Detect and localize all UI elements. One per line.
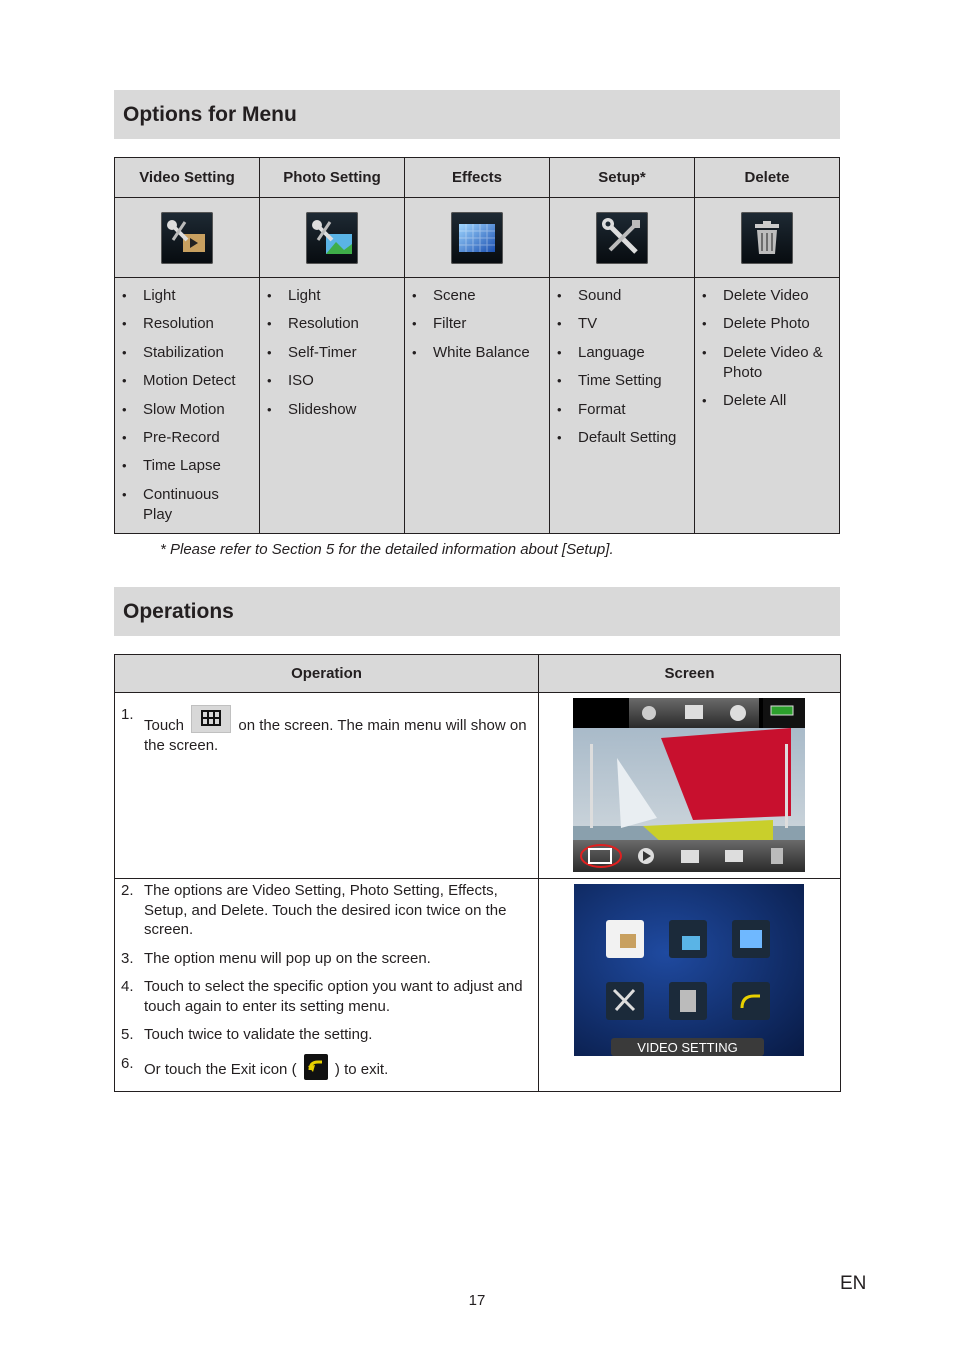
step-text: The options are Video Setting, Photo Setting, Effects, Setup, and Delete. Touch the desired icon twice on the screen. — [144, 882, 507, 938]
list-cell-delete — [695, 278, 840, 534]
operations-section-header — [114, 587, 840, 636]
list-item: • Format — [550, 400, 694, 420]
menu-screen-label: VIDEO SETTING — [637, 1040, 738, 1055]
video-setting-icon — [161, 212, 213, 264]
list-item: • Self-Timer — [260, 343, 404, 363]
photo-setting-list — [260, 286, 404, 420]
list-item: • Slideshow — [260, 400, 404, 420]
list-item: • ISO — [260, 371, 404, 391]
list-item: • Language — [550, 343, 694, 363]
col-header-screen: Screen — [539, 655, 841, 693]
step-text-before: Or touch the Exit icon ( — [144, 1060, 297, 1078]
list-item: • Resolution — [115, 314, 259, 334]
icon-cell-photo — [260, 198, 405, 278]
step-text: Touch twice to validate the setting. — [144, 1026, 373, 1043]
icon-cell-video — [115, 198, 260, 278]
col-header-setup: Setup* — [550, 158, 695, 198]
trash-icon — [741, 212, 793, 264]
exit-icon — [304, 1054, 328, 1080]
step-item — [115, 949, 532, 969]
col-header-delete: Delete — [695, 158, 840, 198]
list-item: • Default Setting — [550, 428, 694, 448]
operations-row-2 — [115, 879, 841, 1092]
delete-list — [695, 286, 839, 411]
step-number: 2. — [121, 882, 134, 899]
options-table — [114, 157, 840, 534]
step-number: 5. — [121, 1026, 134, 1043]
list-item: • Resolution — [260, 314, 404, 334]
menu-grid-icon — [191, 705, 231, 733]
icon-cell-setup — [550, 198, 695, 278]
step-text-after: ) to exit. — [334, 1060, 389, 1078]
step-number: 4. — [121, 978, 134, 995]
steps-list-2 — [115, 879, 538, 1080]
list-item: • Stabilization — [115, 343, 259, 363]
operations-section-title: Operations — [123, 599, 234, 623]
step-number: 3. — [121, 949, 134, 967]
setup-footnote: * Please refer to Section 5 for the detailed information about [Setup]. — [160, 541, 614, 558]
list-item: • Delete All — [695, 391, 839, 411]
step-item — [115, 1025, 532, 1045]
list-item: • Slow Motion — [115, 400, 259, 420]
main-menu-screenshot — [574, 884, 804, 1056]
icon-cell-effects — [405, 198, 550, 278]
effects-icon — [451, 212, 503, 264]
screen-cell-2 — [539, 879, 841, 1092]
camera-live-view-screenshot — [573, 698, 805, 872]
setup-list — [550, 286, 694, 448]
list-item: • Delete Video & Photo — [695, 343, 839, 383]
list-cell-effects — [405, 278, 550, 534]
setup-icon — [596, 212, 648, 264]
list-item: • Pre-Record — [115, 428, 259, 448]
steps-list-1 — [115, 693, 538, 755]
step-item — [115, 705, 532, 755]
step-number: 6. — [121, 1054, 134, 1072]
list-item: • Time Lapse — [115, 456, 259, 476]
step-text-after: on the screen. The main menu will show on the screen. — [144, 717, 527, 754]
step-item — [115, 977, 532, 1016]
options-section-title: Options for Menu — [123, 102, 297, 126]
list-item: • Delete Photo — [695, 314, 839, 334]
step-item — [115, 1054, 532, 1080]
photo-setting-icon — [306, 212, 358, 264]
list-cell-setup — [550, 278, 695, 534]
page-number: 17 — [468, 1292, 486, 1309]
step-text: The option menu will pop up on the screen. — [144, 949, 431, 967]
options-header-row — [115, 158, 840, 198]
list-item: • Filter — [405, 314, 549, 334]
list-item: • TV — [550, 314, 694, 334]
operation-cell-1 — [115, 693, 539, 879]
col-header-photo-setting: Photo Setting — [260, 158, 405, 198]
icon-cell-delete — [695, 198, 840, 278]
operations-table — [114, 654, 841, 1092]
list-item: • Time Setting — [550, 371, 694, 391]
options-section-header — [114, 90, 840, 139]
effects-list — [405, 286, 549, 363]
step-text: Touch to select the specific option you want to adjust and touch again to enter its setting menu. — [144, 978, 523, 1015]
operations-header-row — [115, 655, 841, 693]
step-number: 1. — [121, 706, 134, 723]
options-list-row — [115, 278, 840, 534]
language-code: EN — [840, 1273, 867, 1294]
screen-cell-1 — [539, 693, 841, 879]
list-item: • Light — [115, 286, 259, 306]
step-item — [115, 881, 532, 940]
video-setting-list — [115, 286, 259, 525]
list-item: • Scene — [405, 286, 549, 306]
list-item: • Sound — [550, 286, 694, 306]
list-item: • Continuous Play — [115, 485, 259, 525]
list-cell-video — [115, 278, 260, 534]
operations-row-1 — [115, 693, 841, 879]
list-cell-photo — [260, 278, 405, 534]
operation-cell-2 — [115, 879, 539, 1092]
col-header-operation: Operation — [115, 655, 539, 693]
list-item: • White Balance — [405, 343, 549, 363]
list-item: • Delete Video — [695, 286, 839, 306]
col-header-effects: Effects — [405, 158, 550, 198]
step-text-before: Touch — [144, 717, 185, 734]
list-item: • Motion Detect — [115, 371, 259, 391]
options-icon-row — [115, 198, 840, 278]
list-item: • Light — [260, 286, 404, 306]
col-header-video-setting: Video Setting — [115, 158, 260, 198]
